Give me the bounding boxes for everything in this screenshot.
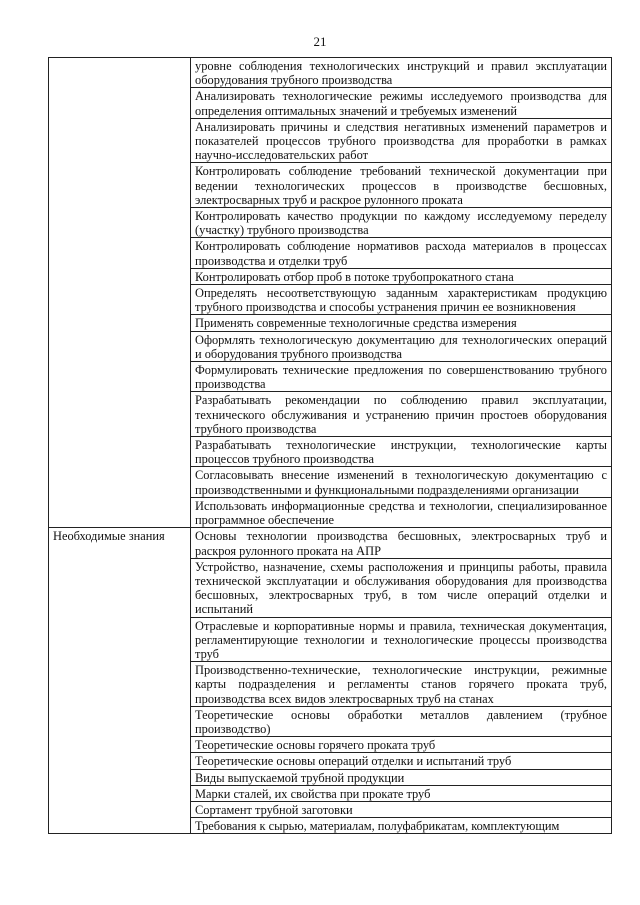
table-cell: Контролировать соблюдение требований технической документации при ведении технологических процессов в производстве бесшовных, электросварных труб и раскрое рулонного проката	[191, 163, 612, 208]
table-cell: Устройство, назначение, схемы расположения и принципы работы, правила технической эксплуатации и обслуживания оборудования для производства бесшовных, электросварных труб, в том числе операций отделки и испытаний	[191, 558, 612, 617]
table-cell: Отраслевые и корпоративные нормы и правила, техническая документация, регламентирующие технологии и технологические процессы производства труб	[191, 617, 612, 662]
table-cell: Требования к сырью, материалам, полуфабрикатам, комплектующим	[191, 818, 612, 834]
table-cell: Основы технологии производства бесшовных, электросварных труб и раскроя рулонного проката на АПР	[191, 528, 612, 558]
page-number: 21	[313, 34, 327, 49]
table-cell: Использовать информационные средства и технологии, специализированное программное обеспечение	[191, 497, 612, 527]
section-label	[49, 58, 191, 528]
table-cell: Определять несоответствующую заданным характеристикам продукцию трубного производства и способы устранения причин ее возникновения	[191, 285, 612, 315]
table-cell: Разрабатывать технологические инструкции, технологические карты процессов трубного производства	[191, 437, 612, 467]
table-cell: Виды выпускаемой трубной продукции	[191, 769, 612, 785]
table-cell: Контролировать качество продукции по каждому исследуемому переделу (участку) трубного производства	[191, 208, 612, 238]
table-cell: Анализировать технологические режимы исследуемого производства для определения оптимальных значений и требуемых изменений	[191, 88, 612, 118]
table-cell: Производственно-технические, технологические инструкции, режимные карты подразделения и регламенты станов горячего проката труб, производства всех видов электросварных труб на станах	[191, 662, 612, 707]
table-cell: уровне соблюдения технологических инструкций и правил эксплуатации оборудования трубного производства	[191, 58, 612, 88]
table-row	[49, 528, 612, 558]
requirements-table-body	[49, 58, 612, 834]
section-label: Необходимые знания	[49, 528, 191, 834]
requirements-table	[48, 57, 612, 834]
table-cell: Согласовывать внесение изменений в технологическую документацию с производственными и функциональными подразделениями организации	[191, 467, 612, 497]
table-cell: Оформлять технологическую документацию для технологических операций и оборудования трубного производства	[191, 331, 612, 361]
table-cell: Теоретические основы операций отделки и испытаний труб	[191, 753, 612, 769]
table-cell: Анализировать причины и следствия негативных изменений параметров и показателей процессов трубного производства для проработки в рамках научно-исследовательских работ	[191, 118, 612, 163]
table-cell: Разрабатывать рекомендации по соблюдению правил эксплуатации, технического обслуживания и устранению причин простоев оборудования трубного производства	[191, 392, 612, 437]
table-cell: Марки сталей, их свойства при прокате труб	[191, 785, 612, 801]
table-cell: Сортамент трубной заготовки	[191, 801, 612, 817]
table-cell: Теоретические основы обработки металлов давлением (трубное производство)	[191, 706, 612, 736]
table-cell: Контролировать соблюдение нормативов расхода материалов в процессах производства и отделки труб	[191, 238, 612, 268]
table-row	[49, 58, 612, 88]
table-cell: Формулировать технические предложения по совершенствованию трубного производства	[191, 362, 612, 392]
table-cell: Контролировать отбор проб в потоке трубопрокатного стана	[191, 268, 612, 284]
table-cell: Теоретические основы горячего проката труб	[191, 737, 612, 753]
table-cell: Применять современные технологичные средства измерения	[191, 315, 612, 331]
